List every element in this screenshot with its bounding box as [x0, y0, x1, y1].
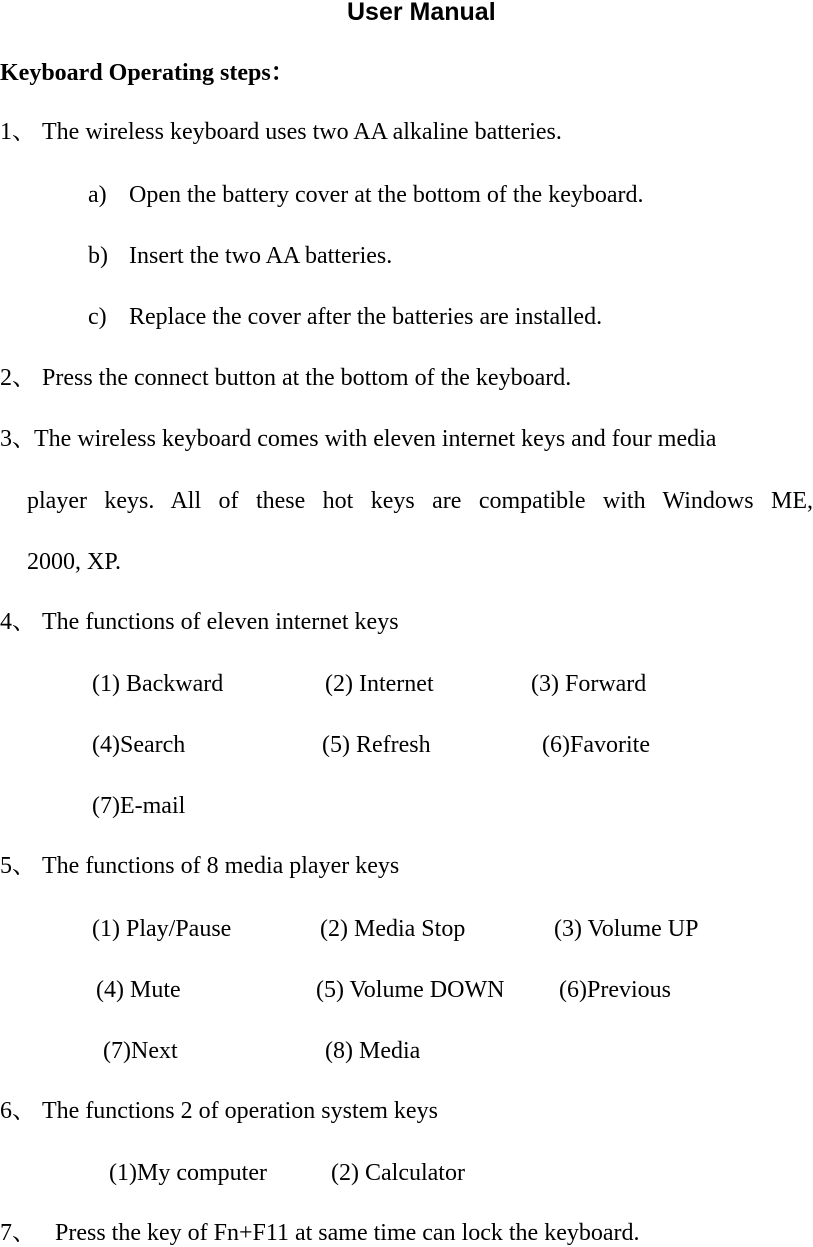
substep-c-text: Replace the cover after the batteries are installed.	[129, 304, 603, 330]
substep-b-marker: b)	[88, 243, 108, 269]
step-6-number: 6、	[0, 1098, 36, 1124]
step-1-text: The wireless keyboard uses two AA alkaline batteries.	[42, 119, 562, 145]
substep-a-marker: a)	[88, 182, 107, 208]
step-5-text: The functions of 8 media player keys	[42, 853, 400, 879]
media-key-volume-down: (5) Volume DOWN	[316, 977, 505, 1003]
internet-key-internet: (2) Internet	[325, 671, 434, 697]
section-heading: Keyboard Operating steps：	[0, 60, 295, 86]
internet-key-search: (4)Search	[92, 732, 186, 758]
internet-key-favorite: (6)Favorite	[542, 732, 650, 758]
substep-b-text: Insert the two AA batteries.	[129, 243, 393, 269]
os-key-calculator: (2) Calculator	[331, 1160, 465, 1186]
media-key-play-pause: (1) Play/Pause	[92, 916, 232, 942]
internet-key-email: (7)E-mail	[92, 793, 186, 819]
media-key-volume-up: (3) Volume UP	[554, 916, 699, 942]
substep-c-marker: c)	[88, 304, 107, 330]
os-key-my-computer: (1)My computer	[109, 1160, 267, 1186]
step-3-continuation-line-1: player keys. All of these hot keys are compatible with Windows ME,	[27, 488, 813, 514]
page-title: User Manual	[347, 0, 496, 26]
step-4-number: 4、	[0, 609, 36, 635]
media-key-mute: (4) Mute	[96, 977, 181, 1003]
step-3-text: The wireless keyboard comes with eleven internet keys and four media	[34, 426, 717, 452]
step-2-text: Press the connect button at the bottom of the keyboard.	[42, 365, 572, 391]
internet-key-forward: (3) Forward	[531, 671, 647, 697]
internet-key-refresh: (5) Refresh	[322, 732, 431, 758]
step-3-number: 3、	[0, 426, 36, 452]
substep-a-text: Open the battery cover at the bottom of the keyboard.	[129, 182, 644, 208]
step-6-text: The functions 2 of operation system keys	[42, 1098, 438, 1124]
media-key-previous: (6)Previous	[559, 977, 671, 1003]
step-7-number: 7、	[0, 1220, 36, 1246]
step-5-number: 5、	[0, 853, 36, 879]
step-2-number: 2、	[0, 365, 36, 391]
internet-key-backward: (1) Backward	[92, 671, 224, 697]
media-key-next: (7)Next	[103, 1038, 178, 1064]
step-3-continuation-line-2: 2000, XP.	[27, 549, 122, 575]
step-1-number: 1、	[0, 119, 36, 145]
media-key-media-stop: (2) Media Stop	[320, 916, 466, 942]
step-7-text: Press the key of Fn+F11 at same time can lock the keyboard.	[55, 1220, 640, 1246]
step-4-text: The functions of eleven internet keys	[42, 609, 399, 635]
media-key-media: (8) Media	[325, 1038, 421, 1064]
